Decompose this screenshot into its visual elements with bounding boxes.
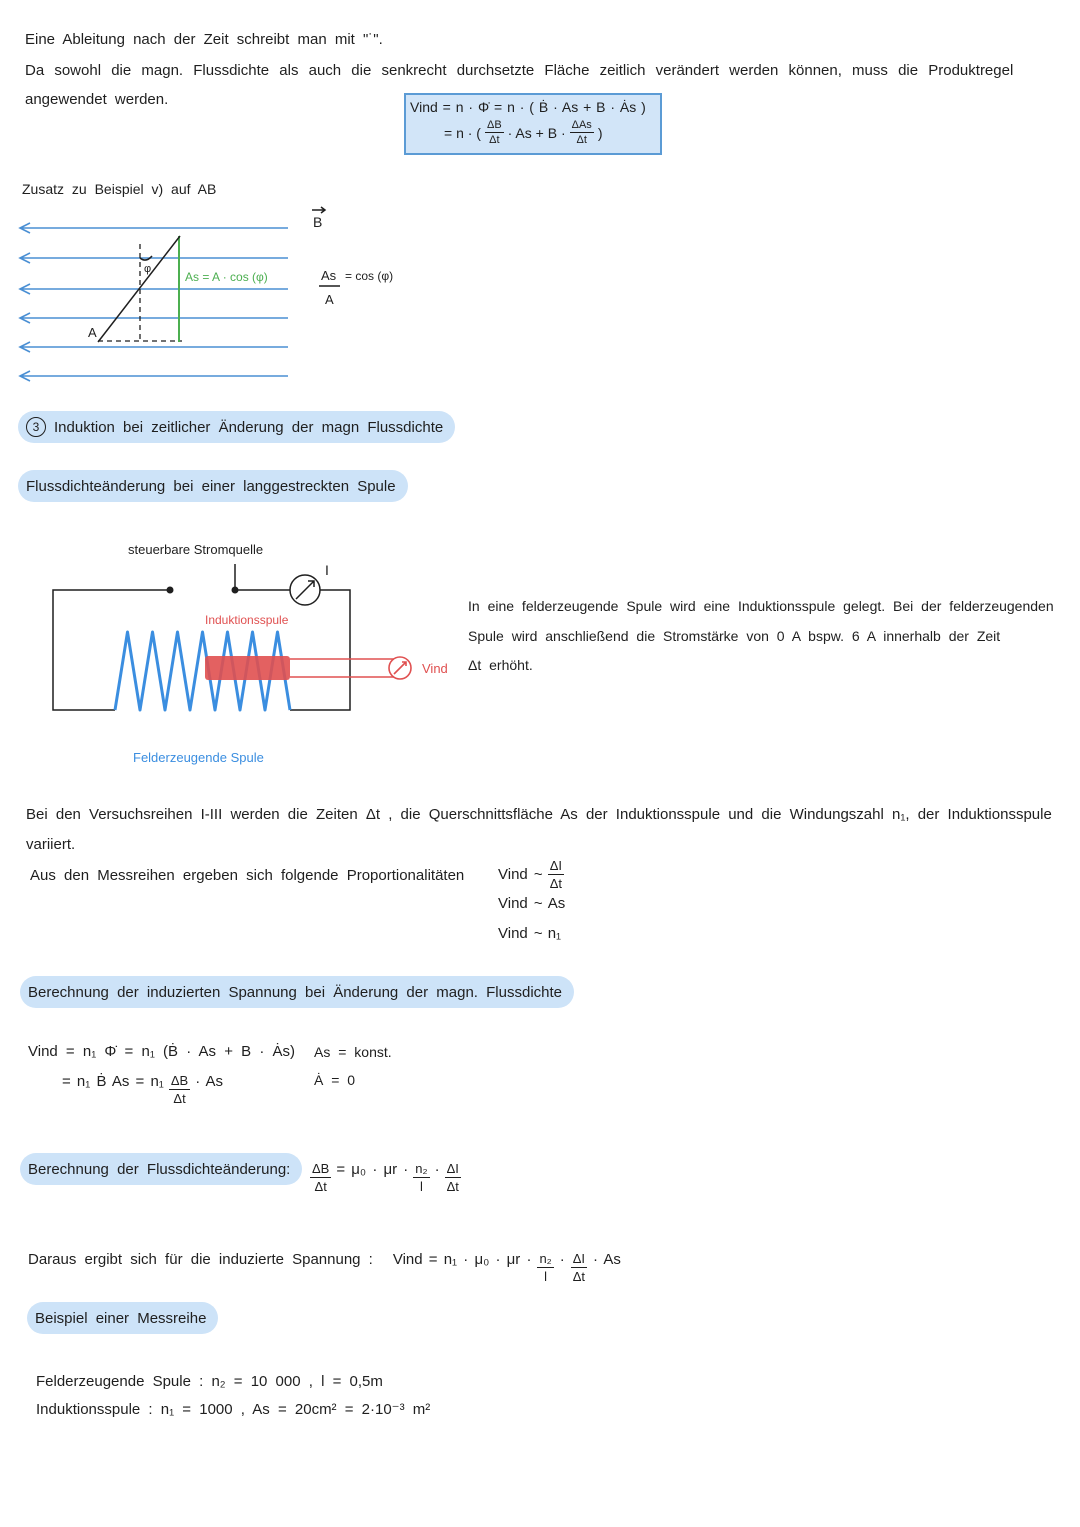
formula-part: · As + B ·: [507, 125, 566, 141]
formula-part: = μ₀ · μr ·: [336, 1161, 409, 1178]
field-line-arrow: [20, 342, 288, 352]
fraction-denominator: Δt: [173, 1091, 186, 1106]
field-line-arrow: [20, 223, 288, 233]
result-text: Daraus ergibt sich für die induzierte Spannung :: [28, 1251, 373, 1268]
field-line-arrow: [20, 284, 288, 294]
condition-constant-area: As = konst.: [314, 1044, 392, 1060]
proportionality-time: [498, 858, 564, 892]
fraction-db-dt: [169, 1073, 190, 1107]
circuit-diagram: [40, 530, 460, 780]
calc-voltage-equation-1: Vind = n₁ Φ̇ = n₁ (Ḃ · As + B · Ȧs): [28, 1043, 295, 1060]
ammeter-needle-icon: [296, 581, 314, 599]
example-heading: [27, 1302, 218, 1334]
subsection-coil-title: Flussdichteänderung bei einer langgestreckten Spule: [26, 477, 396, 495]
circuit-wire: [53, 590, 170, 710]
section-3-title: Induktion bei zeitlicher Änderung der magn Flussdichte: [54, 418, 444, 436]
fraction-numerator: ΔB: [170, 1073, 189, 1088]
example-title: Beispiel einer Messreihe: [35, 1309, 207, 1327]
fraction-denominator: Δt: [446, 1179, 459, 1194]
fraction-di-dt: [445, 1161, 461, 1195]
formula-part: ): [597, 125, 603, 141]
product-rule-row-2: [444, 119, 602, 147]
proportionality-lhs: Vind ~: [498, 925, 543, 942]
field-line-arrow: [20, 313, 288, 323]
example-induction-coil-values: Induktionsspule : n₁ = 1000 , As = 20cm² = 2·10⁻³ m²: [36, 1401, 431, 1418]
formula-part: Vind = n₁ · μ₀ · μr ·: [392, 1251, 532, 1268]
source-terminal-dot: [232, 587, 239, 594]
fraction-denominator: Δt: [572, 1269, 586, 1284]
proportionality-turns: [498, 925, 561, 943]
source-terminal-dot: [167, 587, 174, 594]
proportionality-area: [498, 895, 565, 913]
b-vector-label: B: [313, 214, 323, 230]
description-line: In eine felderzeugende Spule wird eine Induktionsspule gelegt. Bei der felderzeugenden: [468, 598, 1054, 614]
ratio-denominator: A: [325, 292, 334, 307]
experiments-line-3: Aus den Messreihen ergeben sich folgende Proportionalitäten: [30, 867, 465, 884]
ratio-equation: = cos (φ): [345, 269, 394, 283]
induction-coil-label: Induktionsspule: [205, 613, 289, 627]
fraction-numerator: ΔB: [312, 1161, 330, 1176]
experiments-line-1: Bei den Versuchsreihen I-III werden die Zeiten Δt , die Querschnittsfläche As der Induktionsspule und die Windungszahl n₁, der Induktionsspule: [26, 806, 1052, 823]
fraction-denominator: l: [544, 1269, 548, 1284]
field-line-arrow: [20, 371, 288, 381]
field-line-arrow: [20, 253, 288, 263]
fraction-numerator: ΔI: [549, 858, 562, 873]
fraction-denominator: l: [419, 1179, 423, 1194]
fraction-di-dt: [571, 1251, 587, 1285]
result-equation: [28, 1251, 621, 1285]
fraction-denominator: Δt: [314, 1179, 327, 1194]
product-rule-formula-box: [404, 93, 662, 155]
subsection-coil-heading: [18, 470, 408, 502]
induction-coil: [205, 656, 290, 680]
formula-part: = n₁ Ḃ As = n₁: [62, 1073, 164, 1090]
calc-voltage-title: Berechnung der induzierten Spannung bei Änderung der magn. Flussdichte: [28, 983, 563, 1001]
area-label: A: [88, 325, 97, 340]
field-coil-label: Felderzeugende Spule: [133, 750, 264, 765]
description-line: Δt erhöht.: [468, 657, 533, 673]
fraction-n2-l: [537, 1251, 553, 1285]
fraction-numerator: n₂: [539, 1251, 552, 1266]
calc-flux-heading: [20, 1153, 302, 1185]
induced-voltage-label: Vind: [422, 661, 448, 676]
current-label: I: [325, 562, 329, 578]
angle-label: φ: [144, 263, 152, 275]
fraction-n2-l: [413, 1161, 429, 1195]
fraction-numerator: ΔI: [446, 1161, 459, 1176]
projection-label: As = A · cos (φ): [185, 270, 268, 284]
proportionality-lhs: Vind ~: [498, 866, 543, 883]
calc-flux-equation: [310, 1161, 461, 1195]
section-3-heading: [18, 411, 455, 443]
vector-arrow-icon: [312, 207, 325, 213]
fraction-numerator: ΔI: [572, 1251, 586, 1266]
fraction-di-dt: [548, 858, 564, 892]
voltmeter-needle-icon: [394, 662, 406, 674]
fraction-numerator: ΔB: [486, 119, 502, 131]
condition-area-derivative: Ȧ = 0: [314, 1072, 356, 1088]
calc-flux-title: Berechnung der Flussdichteänderung:: [28, 1160, 291, 1178]
fraction-das-dt: [570, 119, 594, 147]
fraction-denominator: Δt: [576, 134, 587, 146]
formula-part: ·: [434, 1161, 440, 1178]
description-line: Spule wird anschließend die Stromstärke von 0 A bspw. 6 A innerhalb der Zeit: [468, 628, 1001, 644]
fraction-numerator: n₂: [415, 1161, 428, 1176]
zusatz-title: Zusatz zu Beispiel v) auf AB: [22, 181, 217, 197]
fraction-db-dt: [310, 1161, 331, 1195]
product-rule-row-1: Vind = n · Φ̇ = n · ( Ḃ · As + B · Ȧs ): [410, 99, 646, 115]
fraction-db-dt: [485, 119, 504, 147]
intro-line-2: Da sowohl die magn. Flussdichte als auch die senkrecht durchsetzte Fläche zeitlich verändert werden können, muss die Produktregel: [25, 62, 1014, 79]
field-diagram: [0, 200, 420, 390]
proportionality-rhs: n₁: [547, 925, 562, 942]
source-label: steuerbare Stromquelle: [128, 542, 264, 557]
fraction-numerator: ΔAs: [571, 119, 592, 131]
section-number-circle: 3: [26, 417, 46, 437]
proportionality-rhs: As: [547, 895, 566, 912]
experiments-line-2: variiert.: [26, 836, 76, 853]
calc-voltage-equation-2: [62, 1073, 223, 1107]
formula-part: · As: [593, 1251, 621, 1268]
circuit-wire: [290, 590, 350, 710]
formula-part: ·: [559, 1251, 565, 1268]
intro-line-1: Eine Ableitung nach der Zeit schreibt man mit "˙".: [25, 31, 383, 48]
example-field-coil-values: Felderzeugende Spule : n₂ = 10 000 , l = 0,5m: [36, 1373, 383, 1390]
formula-part: · As: [195, 1073, 224, 1090]
calc-voltage-heading: [20, 976, 574, 1008]
intro-line-3: angewendet werden.: [25, 91, 169, 108]
formula-part: = n · (: [444, 125, 481, 141]
fraction-denominator: Δt: [489, 134, 500, 146]
fraction-denominator: Δt: [549, 876, 562, 891]
ratio-numerator: As: [321, 268, 337, 283]
induction-coil-wires: [290, 659, 394, 677]
proportionality-lhs: Vind ~: [498, 895, 543, 912]
